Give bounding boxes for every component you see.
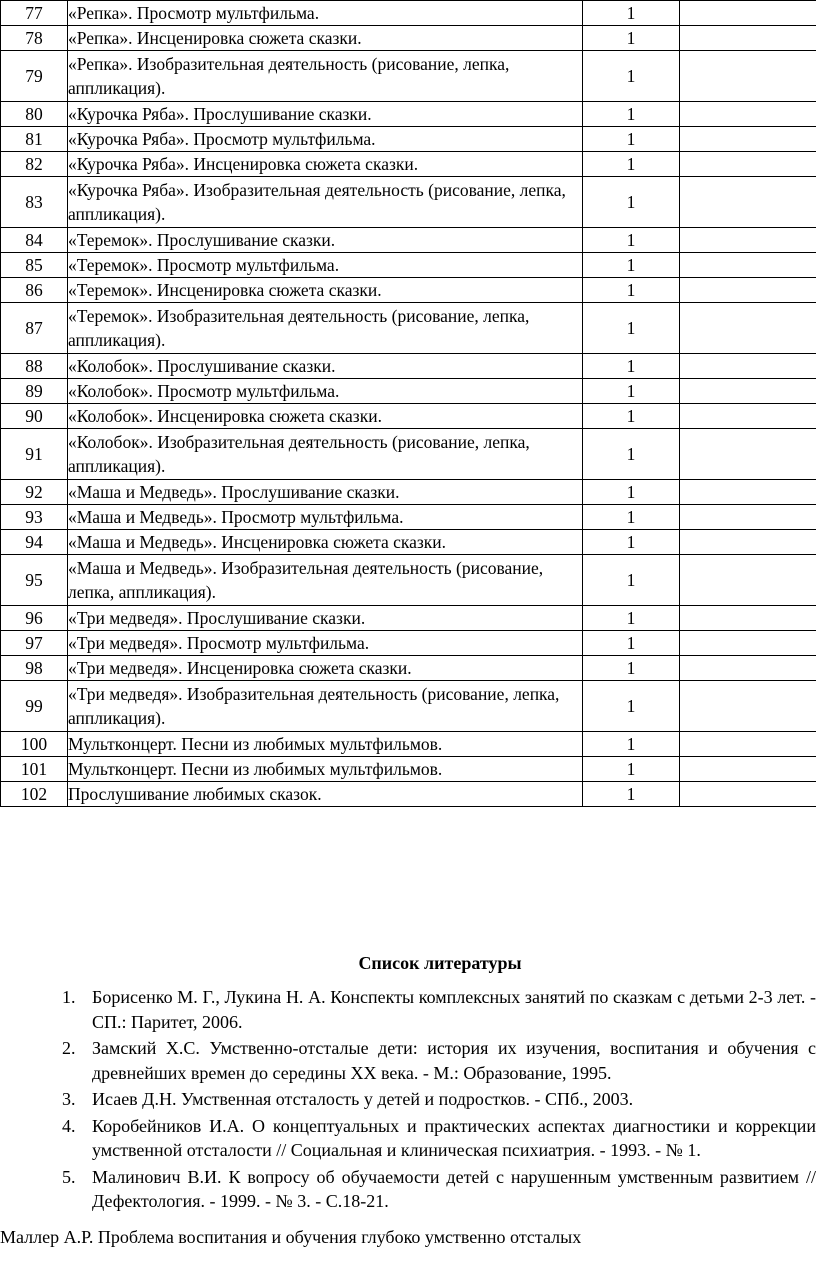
lesson-number: 99 xyxy=(1,681,68,732)
lesson-note xyxy=(680,228,816,253)
lesson-title: «Теремок». Прослушивание сказки. xyxy=(68,228,583,253)
lesson-note xyxy=(680,278,816,303)
lesson-hours: 1 xyxy=(583,177,680,228)
lesson-title: «Теремок». Инсценировка сюжета сказки. xyxy=(68,278,583,303)
literature-item: 2. Замский Х.С. Умственно-отсталые дети: история их изучения, воспитания и обучения с древнейших времен до середины XX века. - М.: Образование, 1995. xyxy=(62,1038,816,1083)
lesson-number: 84 xyxy=(1,228,68,253)
lesson-note xyxy=(680,757,816,782)
lesson-title: «Три медведя». Инсценировка сюжета сказки. xyxy=(68,656,583,681)
lesson-title: «Репка». Изобразительная деятельность (рисование, лепка, аппликация). xyxy=(68,51,583,102)
lesson-hours: 1 xyxy=(583,152,680,177)
lesson-row xyxy=(1,555,816,606)
lesson-note xyxy=(680,656,816,681)
lesson-hours: 1 xyxy=(583,253,680,278)
lesson-row xyxy=(1,404,816,429)
lesson-note xyxy=(680,480,816,505)
lesson-number: 101 xyxy=(1,757,68,782)
lesson-number: 77 xyxy=(1,1,68,26)
lesson-title: «Колобок». Прослушивание сказки. xyxy=(68,354,583,379)
lesson-row xyxy=(1,379,816,404)
lesson-title: «Курочка Ряба». Инсценировка сюжета сказки. xyxy=(68,152,583,177)
lesson-hours: 1 xyxy=(583,555,680,606)
lesson-row xyxy=(1,127,816,152)
lesson-row xyxy=(1,26,816,51)
lesson-note xyxy=(680,379,816,404)
lesson-title: «Три медведя». Прослушивание сказки. xyxy=(68,606,583,631)
lesson-number: 95 xyxy=(1,555,68,606)
lesson-hours: 1 xyxy=(583,606,680,631)
lesson-row xyxy=(1,505,816,530)
lesson-number: 85 xyxy=(1,253,68,278)
lesson-row xyxy=(1,681,816,732)
lesson-hours: 1 xyxy=(583,354,680,379)
lesson-note xyxy=(680,127,816,152)
lesson-hours: 1 xyxy=(583,102,680,127)
lesson-number: 83 xyxy=(1,177,68,228)
lesson-row xyxy=(1,480,816,505)
lesson-title: «Теремок». Просмотр мультфильма. xyxy=(68,253,583,278)
lesson-row xyxy=(1,1,816,26)
literature-trailing-line: Маллер А.Р. Проблема воспитания и обучения глубоко умственно отсталых xyxy=(0,1227,582,1247)
lesson-title: «Курочка Ряба». Прослушивание сказки. xyxy=(68,102,583,127)
literature-item: 5. Малинович В.И. К вопросу об обучаемости детей с нарушенным умственным развитием // Дефектология. - 1999. - № 3. - С.18-21. xyxy=(62,1166,816,1211)
lesson-hours: 1 xyxy=(583,732,680,757)
lesson-title: «Три медведя». Просмотр мультфильма. xyxy=(68,631,583,656)
lesson-title: «Маша и Медведь». Просмотр мультфильма. xyxy=(68,505,583,530)
lesson-note xyxy=(680,631,816,656)
lesson-row xyxy=(1,51,816,102)
lesson-note xyxy=(680,782,816,807)
lesson-row xyxy=(1,253,816,278)
lesson-row xyxy=(1,102,816,127)
lesson-number: 82 xyxy=(1,152,68,177)
lesson-hours: 1 xyxy=(583,782,680,807)
lesson-number: 88 xyxy=(1,354,68,379)
lesson-hours: 1 xyxy=(583,480,680,505)
lesson-row xyxy=(1,782,816,807)
lesson-hours: 1 xyxy=(583,51,680,102)
lesson-title: Прослушивание любимых сказок. xyxy=(68,782,583,807)
lesson-title: Мультконцерт. Песни из любимых мультфильмов. xyxy=(68,757,583,782)
lesson-number: 81 xyxy=(1,127,68,152)
lesson-hours: 1 xyxy=(583,404,680,429)
lesson-note xyxy=(680,429,816,480)
lesson-note xyxy=(680,1,816,26)
lesson-number: 94 xyxy=(1,530,68,555)
lesson-number: 86 xyxy=(1,278,68,303)
lesson-row xyxy=(1,631,816,656)
lesson-row xyxy=(1,303,816,354)
lesson-number: 93 xyxy=(1,505,68,530)
lesson-note xyxy=(680,354,816,379)
lesson-row xyxy=(1,606,816,631)
lesson-row xyxy=(1,228,816,253)
lesson-hours: 1 xyxy=(583,278,680,303)
lesson-hours: 1 xyxy=(583,228,680,253)
lesson-note xyxy=(680,102,816,127)
lesson-number: 102 xyxy=(1,782,68,807)
lesson-title: «Теремок». Изобразительная деятельность (рисование, лепка, аппликация). xyxy=(68,303,583,354)
lesson-title: «Маша и Медведь». Прослушивание сказки. xyxy=(68,480,583,505)
lesson-row xyxy=(1,757,816,782)
lesson-hours: 1 xyxy=(583,127,680,152)
lesson-title: Мультконцерт. Песни из любимых мультфильмов. xyxy=(68,732,583,757)
lesson-number: 80 xyxy=(1,102,68,127)
lesson-hours: 1 xyxy=(583,656,680,681)
lesson-note xyxy=(680,152,816,177)
lesson-hours: 1 xyxy=(583,379,680,404)
lesson-note xyxy=(680,303,816,354)
lesson-note xyxy=(680,404,816,429)
lesson-title: «Маша и Медведь». Изобразительная деятельность (рисование, лепка, аппликация). xyxy=(68,555,583,606)
lesson-note xyxy=(680,606,816,631)
lesson-hours: 1 xyxy=(583,303,680,354)
lesson-title: «Репка». Инсценировка сюжета сказки. xyxy=(68,26,583,51)
lesson-title: «Курочка Ряба». Изобразительная деятельность (рисование, лепка, аппликация). xyxy=(68,177,583,228)
literature-item: 4. Коробейников И.А. О концептуальных и практических аспектах диагностики и коррекции умственной отсталости // Социальная и клиническая психиатрия. - 1993. - № 1. xyxy=(62,1115,816,1160)
lesson-row xyxy=(1,177,816,228)
lesson-note xyxy=(680,177,816,228)
lesson-number: 92 xyxy=(1,480,68,505)
lesson-number: 87 xyxy=(1,303,68,354)
lesson-title: «Репка». Просмотр мультфильма. xyxy=(68,1,583,26)
lesson-number: 79 xyxy=(1,51,68,102)
lesson-row xyxy=(1,429,816,480)
lesson-number: 98 xyxy=(1,656,68,681)
literature-item: 1. Борисенко М. Г., Лукина Н. А. Конспекты комплексных занятий по сказкам с детьми 2-3 лет. - СП.: Паритет, 2006. xyxy=(62,987,816,1032)
literature-heading: Список литературы xyxy=(358,953,522,973)
lesson-title: «Колобок». Изобразительная деятельность (рисование, лепка, аппликация). xyxy=(68,429,583,480)
lesson-title: «Курочка Ряба». Просмотр мультфильма. xyxy=(68,127,583,152)
lesson-row xyxy=(1,278,816,303)
lesson-hours: 1 xyxy=(583,26,680,51)
lesson-title: «Маша и Медведь». Инсценировка сюжета сказки. xyxy=(68,530,583,555)
lesson-hours: 1 xyxy=(583,757,680,782)
lesson-hours: 1 xyxy=(583,429,680,480)
lesson-number: 96 xyxy=(1,606,68,631)
lesson-note xyxy=(680,732,816,757)
lesson-note xyxy=(680,253,816,278)
lesson-row xyxy=(1,354,816,379)
lesson-title: «Колобок». Просмотр мультфильма. xyxy=(68,379,583,404)
lesson-note xyxy=(680,530,816,555)
lesson-number: 78 xyxy=(1,26,68,51)
lesson-note xyxy=(680,26,816,51)
lesson-hours: 1 xyxy=(583,1,680,26)
literature-item: 3. Исаев Д.Н. Умственная отсталость у детей и подростков. - СПб., 2003. xyxy=(62,1089,634,1109)
lesson-hours: 1 xyxy=(583,505,680,530)
lesson-row xyxy=(1,152,816,177)
lesson-note xyxy=(680,505,816,530)
literature-list xyxy=(0,985,816,1216)
lesson-number: 100 xyxy=(1,732,68,757)
lesson-number: 91 xyxy=(1,429,68,480)
lesson-number: 97 xyxy=(1,631,68,656)
lesson-title: «Колобок». Инсценировка сюжета сказки. xyxy=(68,404,583,429)
lesson-title: «Три медведя». Изобразительная деятельность (рисование, лепка, аппликация). xyxy=(68,681,583,732)
lesson-number: 90 xyxy=(1,404,68,429)
lesson-hours: 1 xyxy=(583,681,680,732)
lesson-note xyxy=(680,51,816,102)
lesson-hours: 1 xyxy=(583,530,680,555)
lesson-note xyxy=(680,555,816,606)
lesson-row xyxy=(1,530,816,555)
lesson-note xyxy=(680,681,816,732)
lesson-row xyxy=(1,732,816,757)
lesson-hours: 1 xyxy=(583,631,680,656)
lesson-number: 89 xyxy=(1,379,68,404)
lesson-row xyxy=(1,656,816,681)
